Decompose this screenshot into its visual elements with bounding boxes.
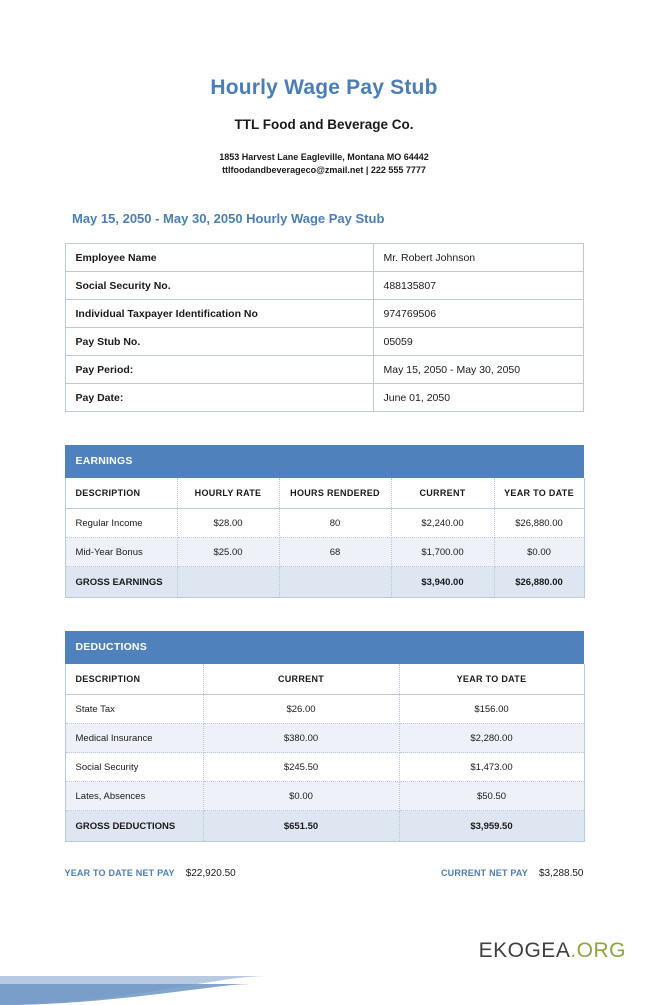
column-header: YEAR TO DATE bbox=[399, 664, 584, 695]
gross-deductions-label: GROSS DEDUCTIONS bbox=[65, 811, 203, 842]
earnings-ytd: $26,880.00 bbox=[494, 509, 584, 538]
pay-period-heading: May 15, 2050 - May 30, 2050 Hourly Wage Pay Stub bbox=[72, 211, 385, 227]
column-header: HOURLY RATE bbox=[177, 478, 279, 509]
info-value: 05059 bbox=[373, 328, 583, 356]
earnings-banner: EARNINGS bbox=[65, 445, 584, 478]
gross-earnings-label: GROSS EARNINGS bbox=[65, 567, 177, 598]
table-row bbox=[65, 724, 584, 753]
brand-suffix: .ORG bbox=[570, 939, 626, 962]
pay-stub-document bbox=[0, 76, 648, 1005]
footer-decoration bbox=[0, 971, 648, 1005]
deduction-description: State Tax bbox=[65, 695, 203, 724]
info-label: Pay Date: bbox=[65, 384, 373, 412]
table-row bbox=[65, 272, 583, 300]
table-row bbox=[65, 384, 583, 412]
deduction-current: $0.00 bbox=[203, 782, 399, 811]
column-header: CURRENT bbox=[391, 478, 494, 509]
table-row bbox=[65, 695, 584, 724]
gross-deductions-row bbox=[65, 811, 584, 842]
brand-name: EKOGEA bbox=[478, 939, 571, 962]
table-row bbox=[65, 356, 583, 384]
table-row bbox=[65, 244, 583, 272]
employee-info-table bbox=[65, 243, 584, 412]
company-name: TTL Food and Beverage Co. bbox=[234, 117, 414, 132]
earnings-ytd: $0.00 bbox=[494, 538, 584, 567]
brand-logo bbox=[479, 939, 626, 963]
gross-deductions-current: $651.50 bbox=[203, 811, 399, 842]
column-header: CURRENT bbox=[203, 664, 399, 695]
earnings-current: $1,700.00 bbox=[391, 538, 494, 567]
column-header: DESCRIPTION bbox=[65, 478, 177, 509]
earnings-hours: 80 bbox=[279, 509, 391, 538]
info-value: June 01, 2050 bbox=[373, 384, 583, 412]
info-label: Social Security No. bbox=[65, 272, 373, 300]
deductions-table bbox=[65, 664, 585, 842]
company-address bbox=[0, 151, 648, 177]
deduction-current: $26.00 bbox=[203, 695, 399, 724]
table-row bbox=[65, 753, 584, 782]
info-value: May 15, 2050 - May 30, 2050 bbox=[373, 356, 583, 384]
earnings-section bbox=[65, 445, 584, 598]
earnings-current: $2,240.00 bbox=[391, 509, 494, 538]
deduction-ytd: $2,280.00 bbox=[399, 724, 584, 753]
table-row bbox=[65, 300, 583, 328]
table-header-row bbox=[65, 478, 584, 509]
table-row bbox=[65, 538, 584, 567]
deductions-section bbox=[65, 631, 584, 842]
gross-deductions-ytd: $3,959.50 bbox=[399, 811, 584, 842]
table-row bbox=[65, 509, 584, 538]
info-label: Individual Taxpayer Identification No bbox=[65, 300, 373, 328]
info-value: 488135807 bbox=[373, 272, 583, 300]
deduction-ytd: $1,473.00 bbox=[399, 753, 584, 782]
footer-swoosh-shape bbox=[0, 971, 648, 1005]
info-label: Employee Name bbox=[65, 244, 373, 272]
gross-earnings-ytd: $26,880.00 bbox=[494, 567, 584, 598]
info-value: Mr. Robert Johnson bbox=[373, 244, 583, 272]
gross-earnings-current: $3,940.00 bbox=[391, 567, 494, 598]
table-header-row bbox=[65, 664, 584, 695]
deductions-banner: DEDUCTIONS bbox=[65, 631, 584, 664]
table-row bbox=[65, 328, 583, 356]
deduction-ytd: $156.00 bbox=[399, 695, 584, 724]
earnings-description: Mid-Year Bonus bbox=[65, 538, 177, 567]
gross-earnings-rate bbox=[177, 567, 279, 598]
deduction-current: $245.50 bbox=[203, 753, 399, 782]
current-net-pay-label: CURRENT NET PAY bbox=[440, 868, 528, 879]
ytd-net-pay-label: YEAR TO DATE NET PAY bbox=[64, 868, 175, 879]
gross-earnings-hours bbox=[279, 567, 391, 598]
deduction-description: Medical Insurance bbox=[65, 724, 203, 753]
gross-earnings-row bbox=[65, 567, 584, 598]
info-label: Pay Period: bbox=[65, 356, 373, 384]
ytd-net-pay bbox=[65, 868, 236, 879]
column-header: DESCRIPTION bbox=[65, 664, 203, 695]
current-net-pay bbox=[441, 868, 584, 879]
earnings-rate: $25.00 bbox=[177, 538, 279, 567]
column-header: HOURS RENDERED bbox=[279, 478, 391, 509]
table-row bbox=[65, 782, 584, 811]
ytd-net-pay-value: $22,920.50 bbox=[185, 868, 236, 880]
deduction-description: Lates, Absences bbox=[65, 782, 203, 811]
earnings-table bbox=[65, 478, 585, 598]
earnings-description: Regular Income bbox=[65, 509, 177, 538]
column-header: YEAR TO DATE bbox=[494, 478, 584, 509]
company-address-line-2: ttlfoodandbeverageco@zmail.net | 222 555 7777 bbox=[222, 165, 426, 176]
info-value: 974769506 bbox=[373, 300, 583, 328]
current-net-pay-value: $3,288.50 bbox=[539, 868, 584, 880]
info-label: Pay Stub No. bbox=[65, 328, 373, 356]
earnings-rate: $28.00 bbox=[177, 509, 279, 538]
deduction-ytd: $50.50 bbox=[399, 782, 584, 811]
employee-info-section bbox=[65, 243, 584, 412]
deduction-description: Social Security bbox=[65, 753, 203, 782]
deduction-current: $380.00 bbox=[203, 724, 399, 753]
company-address-line-1: 1853 Harvest Lane Eagleville, Montana MO 64442 bbox=[219, 152, 429, 162]
page-title: Hourly Wage Pay Stub bbox=[210, 76, 438, 99]
net-pay-summary bbox=[65, 868, 584, 879]
earnings-hours: 68 bbox=[279, 538, 391, 567]
